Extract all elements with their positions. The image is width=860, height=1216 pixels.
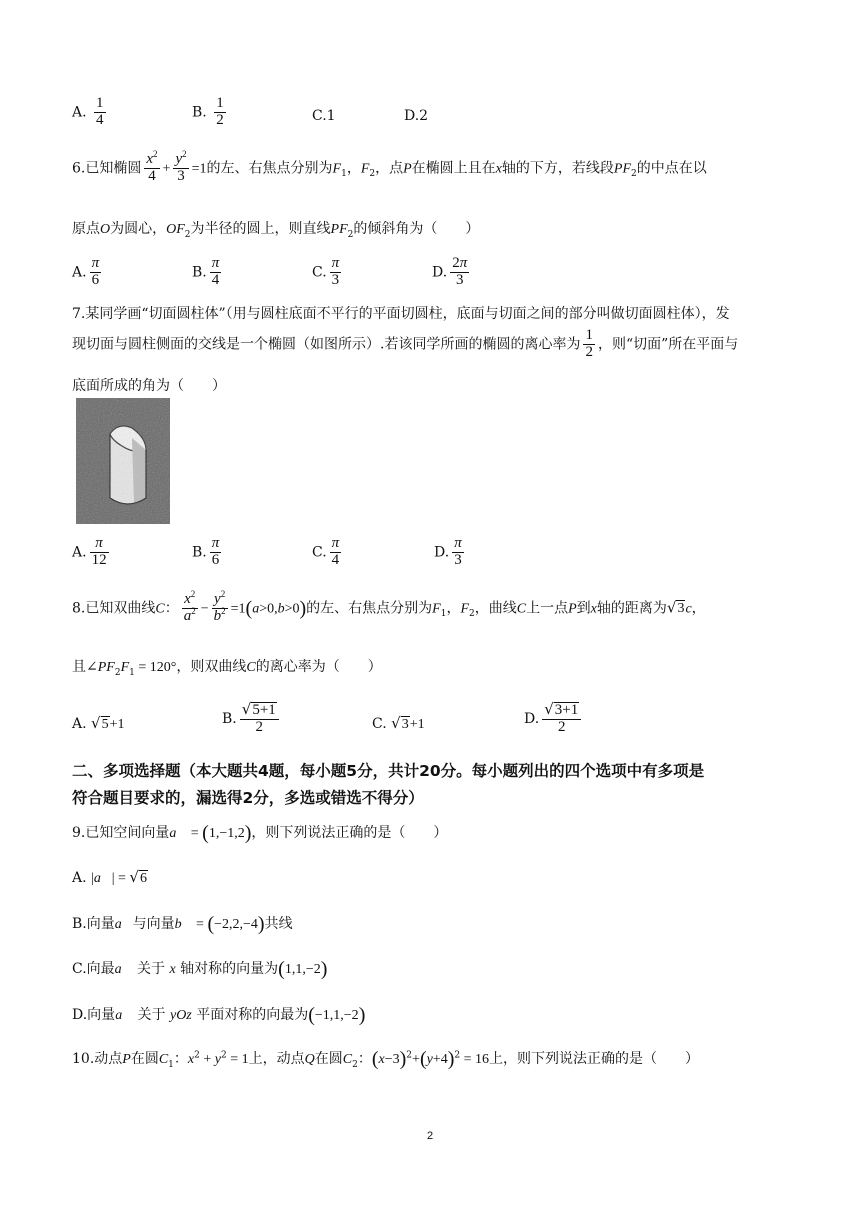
fraction: $\frac{2\pi}{3}$ [452, 255, 468, 288]
q7-option-c: C. $\frac{\pi}{4}$ [312, 535, 340, 568]
q6-line2: 原点O为圆心，$OF_2$为半径的圆上，则直线$PF_2$的倾斜角为（ ） [72, 221, 480, 240]
fraction: $\frac{x^2}{a^2}$ [183, 589, 196, 624]
text: 现切面与圆柱侧面的交线是一个椭圆（如图所示）.若该同学所画的椭圆的离心率为 [72, 336, 581, 353]
truncated-cylinder-figure [76, 398, 170, 524]
text: 的倾斜角为（ ） [353, 221, 480, 237]
q7-line2 [72, 328, 738, 361]
text: 为半径的圆上，则直线 [190, 221, 331, 237]
text: 轴的下方，若线段 [501, 160, 614, 177]
text: 在圆 [130, 1051, 159, 1067]
q5-option-b [192, 96, 229, 129]
q6-option-b: B. $\frac{\pi}{4}$ [192, 255, 220, 288]
q7-option-d: D. $\frac{\pi}{3}$ [434, 535, 462, 568]
q10-stem: 10.动点P在圆$C_1$：$x^2 + y^2 = 1$上，动点Q在圆$C_2$：$(x-3)^2+(y+4)^2 = 16$上，则下列说法正确的是（ ） [72, 1048, 700, 1070]
q8-option-c: C. √3+1 [372, 714, 425, 732]
text: 到 [576, 600, 591, 617]
page-number: 2 [426, 1130, 434, 1142]
q9-option-a: A. |a⃗| = √6 [72, 868, 147, 886]
q5-option-a [72, 96, 109, 129]
text: 的中点在以 [636, 160, 707, 177]
text: ，则双曲线 [176, 659, 247, 675]
text: ，则下列说法正确的是（ ） [251, 825, 448, 841]
q6-line1: 6.已知椭圆 $\frac{x^2}{4}$ + $\frac{y^2}{3}$ =1的左、右焦点分别为$F_1$，$F_2$，点P在椭圆上且在x轴的下方，若线段$PF_2$的中点在以 [72, 149, 707, 184]
text: D.向量 [72, 1007, 116, 1023]
text: 关于 [137, 1007, 166, 1023]
text: 8.已知双曲线 [72, 600, 156, 617]
text: A. [72, 870, 87, 886]
text: 共线 [264, 916, 293, 932]
fraction: $\frac{1}{2}$ [585, 327, 593, 360]
q7-option-a: A. $\frac{\pi}{12}$ [72, 535, 107, 568]
q5-option-d: D.2 [404, 108, 429, 124]
text: ，点 [375, 160, 404, 177]
text: 6.已知椭圆 [72, 160, 142, 177]
fraction: $\frac{y^2}{3}$ [175, 149, 187, 184]
q9-stem: 9.已知空间向量a⃗ = (1,−1,2)，则下列说法正确的是（ ） [72, 822, 448, 844]
text: 在圆 [314, 1051, 343, 1067]
q8-line2: 且$\angle PF_2F_1 = 120^\circ$，则双曲线C的离心率为（ ） [72, 659, 382, 678]
section2-heading-line2: 符合题目要求的，漏选得2分，多选或错选不得分） [72, 789, 424, 807]
text: 的左、右焦点分别为 [206, 160, 333, 177]
q9-option-b: B.向量a⃗与向量b⃗ = (−2,2,−4)共线 [72, 913, 293, 935]
text: ， [691, 600, 706, 617]
fraction: $\frac{\pi}{6}$ [211, 535, 220, 568]
q9-option-d: D.向量a⃗ 关于 yOz 平面对称的向最为(−1,1,−2) [72, 1004, 366, 1026]
q5-option-c: C.1 [312, 108, 336, 124]
text: 原点 [72, 221, 100, 237]
q6-option-d: D. $\frac{2\pi}{3}$ [432, 255, 468, 288]
text: 轴对称的向量为 [180, 961, 279, 977]
text: 与向量 [132, 916, 175, 932]
text: 上，则下列说法正确的是（ ） [489, 1051, 700, 1067]
fraction: $\frac{x^2}{4}$ [146, 149, 158, 184]
text: 且 [72, 659, 86, 675]
text: B.向量 [72, 916, 115, 932]
fraction: $\frac{\pi}{6}$ [91, 255, 100, 288]
fraction: $\frac{\pi}{4}$ [211, 255, 220, 288]
text: 上一点 [526, 600, 569, 617]
fraction: $\frac{y^2}{b^2}$ [213, 589, 226, 624]
q9-option-c: C.向最a⃗ 关于 x 轴对称的向量为(1,1,−2) [72, 958, 328, 980]
q8-option-d: D. $\frac{√3+1}{2}$ [524, 702, 584, 736]
text: 在椭圆上且在 [411, 160, 496, 177]
text: C.向最 [72, 961, 115, 977]
q6-option-c: C. $\frac{\pi}{3}$ [312, 255, 340, 288]
q8-option-b: B. $\frac{√5+1}{2}$ [222, 702, 282, 736]
fraction: $\frac{\pi}{3}$ [454, 535, 462, 568]
q7-line3: 底面所成的角为（ ） [72, 378, 226, 394]
fraction: $\frac{1}{4}$ [96, 95, 104, 128]
text: 的左、右焦点分别为 [306, 600, 433, 617]
text: 的离心率为（ ） [255, 659, 382, 675]
q6-option-a: A. $\frac{\pi}{6}$ [72, 255, 100, 288]
text: 平面对称的向最为 [196, 1007, 309, 1023]
fraction: $\frac{\pi}{12}$ [91, 535, 107, 568]
text: ，则“切面”所在平面与 [597, 336, 739, 353]
text: 轴的距离为 [596, 600, 667, 617]
section2-heading-line1: 二、多项选择题（本大题共4题，每小题5分，共计20分。每小题列出的四个选项中有多项是 [72, 762, 705, 780]
text: ，曲线 [474, 600, 517, 617]
text: 上，动点 [248, 1051, 305, 1067]
fraction: $\frac{\pi}{4}$ [331, 535, 340, 568]
fraction: $\frac{\pi}{3}$ [331, 255, 340, 288]
text: 为圆心， [110, 221, 167, 237]
fraction: $\frac{√3+1}{2}$ [542, 702, 581, 736]
q8-line1: 8.已知双曲线C： $\frac{x^2}{a^2}$ − $\frac{y^2}{b^2}$ =1(a>0,b>0)的左、右焦点分别为$F_1$，$F_2$，曲线C上一点P到x轴的距离为√3c， [72, 589, 706, 624]
fraction: $\frac{1}{2}$ [216, 95, 224, 128]
q7-line1: 7.某同学画“切面圆柱体”（用与圆柱底面不平行的平面切圆柱，底面与切面之间的部分叫做切面圆柱体），发 [72, 306, 730, 322]
text: 9.已知空间向量 [72, 825, 170, 841]
fraction: $\frac{√5+1}{2}$ [240, 702, 279, 736]
q5-option-b-label: B. [192, 104, 207, 121]
q7-option-b: B. $\frac{\pi}{6}$ [192, 535, 220, 568]
q8-option-a: A. √5+1 [72, 714, 125, 732]
text: 10.动点 [72, 1051, 123, 1067]
text: 关于 [137, 961, 166, 977]
q5-option-a-label: A. [72, 104, 87, 121]
